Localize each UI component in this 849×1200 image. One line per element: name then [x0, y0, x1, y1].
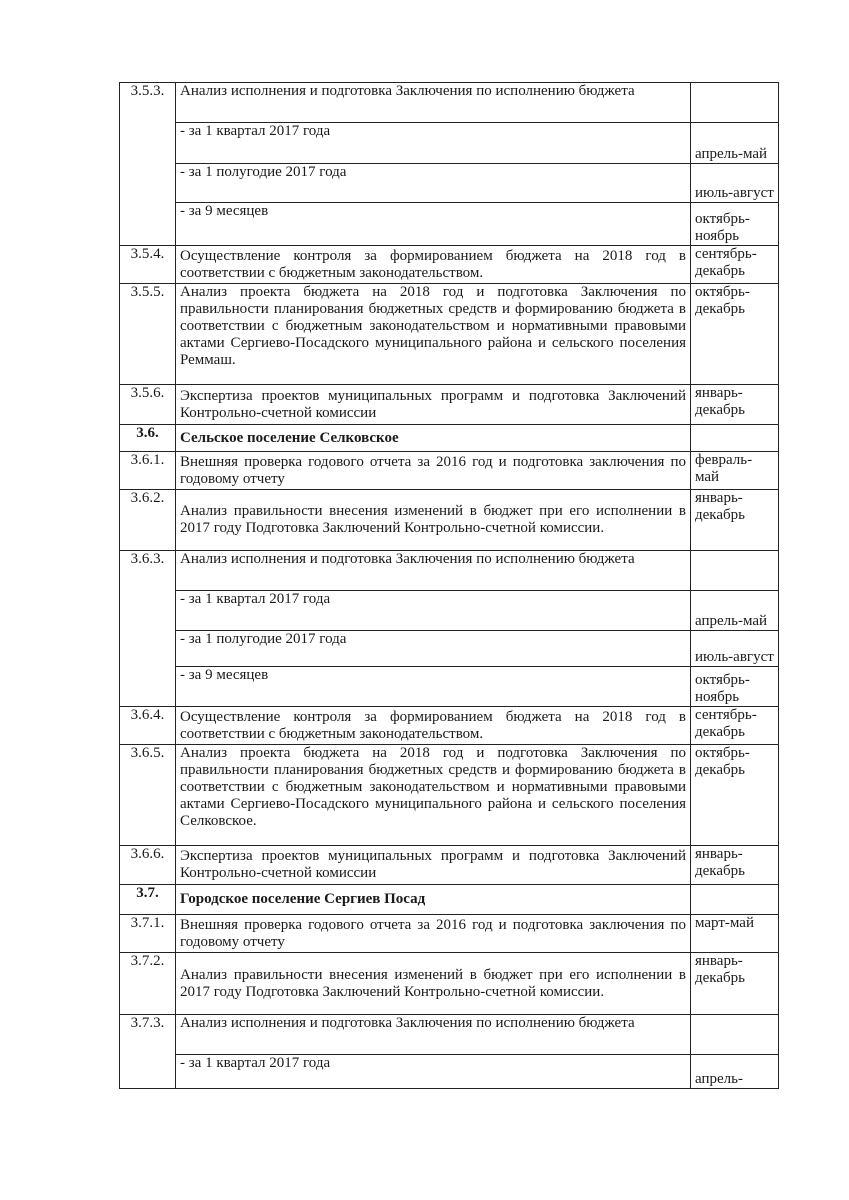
sub-item-text: - за 9 месяцев — [176, 667, 691, 707]
item-text: Экспертиза проектов муниципальных программ и подготовка Заключений Контрольно-счетной комиссии — [176, 385, 691, 425]
item-number: 3.6.1. — [120, 452, 176, 490]
item-number: 3.5.5. — [120, 284, 176, 385]
item-text: Анализ проекта бюджета на 2018 год и подготовка Заключения по правильности планирования бюджетных средств и формированию бюджета в соответствии с бюджетным законодательством и нормативными правовыми актами Сергиево-Посадского муниципального района и сельского поселения Селковское. — [176, 745, 691, 846]
item-term: январь-декабрь — [691, 385, 779, 425]
item-text: Осуществление контроля за формированием бюджета на 2018 год в соответствии с бюджетным законодательством. — [176, 246, 691, 284]
table-row — [120, 953, 779, 1015]
table-row — [120, 1015, 779, 1055]
item-term — [691, 83, 779, 123]
item-number: 3.5.3. — [120, 83, 176, 246]
item-term: октябрь-ноябрь — [691, 203, 779, 246]
sub-item-text: - за 1 квартал 2017 года — [176, 123, 691, 164]
table-row — [120, 203, 779, 246]
item-text: Анализ исполнения и подготовка Заключения по исполнению бюджета — [176, 83, 691, 123]
item-term — [691, 885, 779, 915]
table-row — [120, 631, 779, 667]
item-term: февраль-май — [691, 452, 779, 490]
item-text: Анализ исполнения и подготовка Заключения по исполнению бюджета — [176, 1015, 691, 1055]
item-term: сентябрь-декабрь — [691, 246, 779, 284]
item-number: 3.6.4. — [120, 707, 176, 745]
sub-item-text: - за 1 квартал 2017 года — [176, 1055, 691, 1089]
item-term: март-май — [691, 915, 779, 953]
sub-item-text: - за 1 полугодие 2017 года — [176, 631, 691, 667]
item-number: 3.7.1. — [120, 915, 176, 953]
sub-item-text: - за 9 месяцев — [176, 203, 691, 246]
item-number: 3.6.5. — [120, 745, 176, 846]
table-row — [120, 551, 779, 591]
item-term: апрель-май — [691, 591, 779, 631]
item-number: 3.7.2. — [120, 953, 176, 1015]
section-row — [120, 425, 779, 452]
item-term — [691, 551, 779, 591]
table-row — [120, 667, 779, 707]
sub-item-text: - за 1 квартал 2017 года — [176, 591, 691, 631]
item-number: 3.6.2. — [120, 490, 176, 551]
item-term: сентябрь-декабрь — [691, 707, 779, 745]
item-term: январь-декабрь — [691, 953, 779, 1015]
item-term: июль-август — [691, 164, 779, 203]
item-term: январь-декабрь — [691, 846, 779, 885]
item-text: Осуществление контроля за формированием бюджета на 2018 год в соответствии с бюджетным законодательством. — [176, 707, 691, 745]
item-text: Анализ правильности внесения изменений в бюджет при его исполнении в 2017 году Подготовка Заключений Контрольно-счетной комиссии. — [176, 953, 691, 1015]
table-row — [120, 490, 779, 551]
table-row — [120, 164, 779, 203]
item-text: Экспертиза проектов муниципальных программ и подготовка Заключений Контрольно-счетной комиссии — [176, 846, 691, 885]
item-term: июль-август — [691, 631, 779, 667]
table-row — [120, 707, 779, 745]
table-row — [120, 246, 779, 284]
table-row — [120, 591, 779, 631]
item-term — [691, 1015, 779, 1055]
table-row — [120, 452, 779, 490]
item-text: Внешняя проверка годового отчета за 2016 год и подготовка заключения по годовому отчету — [176, 915, 691, 953]
item-term: октябрь-декабрь — [691, 284, 779, 385]
table-row — [120, 123, 779, 164]
sub-item-text: - за 1 полугодие 2017 года — [176, 164, 691, 203]
section-title: Сельское поселение Селковское — [176, 425, 691, 452]
item-number: 3.5.4. — [120, 246, 176, 284]
item-term: апрель-май — [691, 123, 779, 164]
item-text: Анализ проекта бюджета на 2018 год и подготовка Заключения по правильности планирования бюджетных средств и формированию бюджета в соответствии с бюджетным законодательством и нормативными правовыми актами Сергиево-Посадского муниципального района и сельского поселения Реммаш. — [176, 284, 691, 385]
item-text: Внешняя проверка годового отчета за 2016 год и подготовка заключения по годовому отчету — [176, 452, 691, 490]
table-row — [120, 385, 779, 425]
item-term — [691, 425, 779, 452]
section-number: 3.7. — [120, 885, 176, 915]
table-row — [120, 83, 779, 123]
section-title: Городское поселение Сергиев Посад — [176, 885, 691, 915]
section-number: 3.6. — [120, 425, 176, 452]
item-number: 3.6.6. — [120, 846, 176, 885]
section-row — [120, 885, 779, 915]
table-row — [120, 915, 779, 953]
item-number: 3.6.3. — [120, 551, 176, 707]
item-term: октябрь-ноябрь — [691, 667, 779, 707]
work-plan-table — [119, 82, 779, 1089]
item-number: 3.5.6. — [120, 385, 176, 425]
table-row — [120, 846, 779, 885]
table-row — [120, 745, 779, 846]
item-term: апрель- — [691, 1055, 779, 1089]
table-row — [120, 284, 779, 385]
item-number: 3.7.3. — [120, 1015, 176, 1089]
item-text: Анализ правильности внесения изменений в бюджет при его исполнении в 2017 году Подготовка Заключений Контрольно-счетной комиссии. — [176, 490, 691, 551]
table-row — [120, 1055, 779, 1089]
item-term: январь-декабрь — [691, 490, 779, 551]
item-text: Анализ исполнения и подготовка Заключения по исполнению бюджета — [176, 551, 691, 591]
item-term: октябрь-декабрь — [691, 745, 779, 846]
